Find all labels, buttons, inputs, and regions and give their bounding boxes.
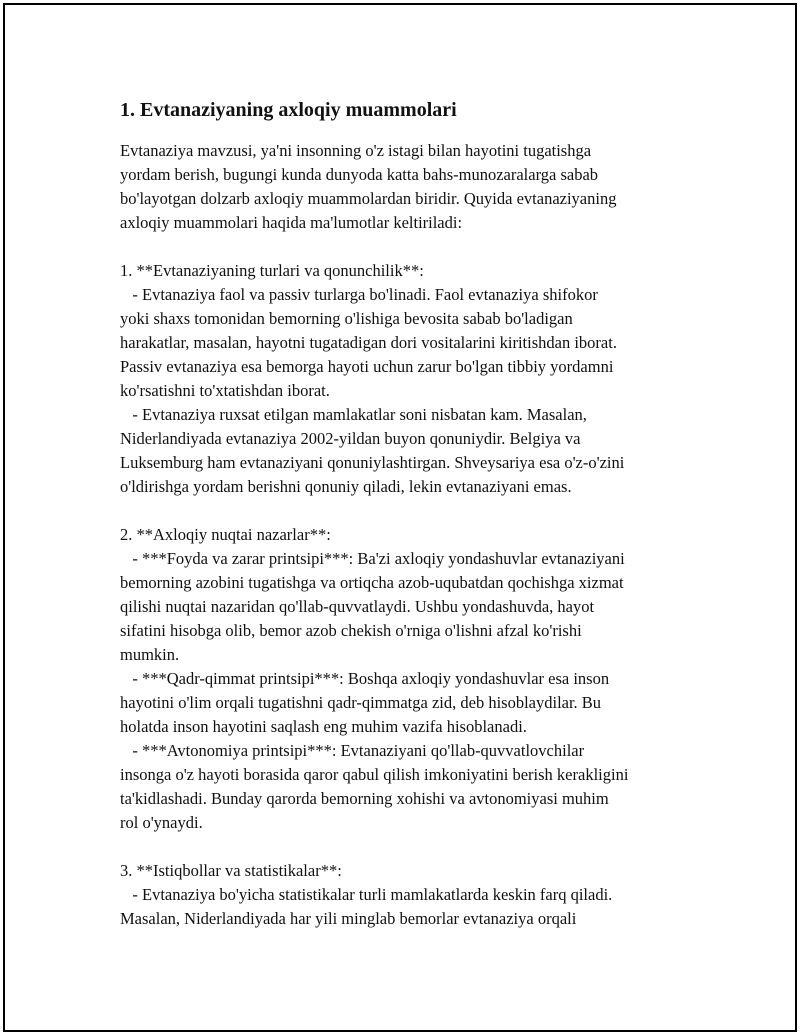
section-2-line: - ***Qadr-qimmat printsipi***: Boshqa axloqiy yondashuvlar esa inson — [120, 669, 610, 688]
intro-line: yordam berish, bugungi kunda dunyoda katta bahs-munozaralarga sabab — [120, 165, 599, 184]
section-3-line: Masalan, Niderlandiyada har yili minglab bemorlar evtanaziya orqali — [120, 909, 577, 928]
intro-line: bo'layotgan dolzarb axloqiy muammolardan biridir. Quyida evtanaziyaning — [120, 189, 617, 208]
paragraph-gap — [120, 235, 680, 259]
section-1-line: Niderlandiyada evtanaziya 2002-yildan buyon qonuniydir. Belgiya va — [120, 429, 581, 448]
section-3 — [120, 859, 680, 931]
document-title: 1. Evtanaziyaning axloqiy muammolari — [120, 99, 457, 121]
document-page — [3, 3, 797, 1032]
section-2-line: qilishi nuqtai nazaridan qo'llab-quvvatlaydi. Ushbu yondashuvda, hayot — [120, 597, 595, 616]
section-3-line: - Evtanaziya bo'yicha statistikalar turli mamlakatlarda keskin farq qiladi. — [120, 885, 613, 904]
section-1-line: Luksemburg ham evtanaziyani qonuniylashtirgan. Shveysariya esa o'z-o'zini — [120, 453, 625, 472]
section-2-line: mumkin. — [120, 645, 180, 664]
intro-line: axloqiy muammolari haqida ma'lumotlar keltiriladi: — [120, 213, 463, 232]
section-1-heading: 1. **Evtanaziyaning turlari va qonunchilik**: — [120, 261, 424, 280]
paragraph-gap — [120, 499, 680, 523]
document-body — [120, 97, 680, 931]
section-2-line: bemorning azobini tugatishga va ortiqcha azob-uqubatdan qochishga xizmat — [120, 573, 624, 592]
section-2-line: ta'kidlashadi. Bunday qarorda bemorning xohishi va avtonomiyasi muhim — [120, 789, 609, 808]
paragraph-gap — [120, 835, 680, 859]
section-1-line: yoki shaxs tomonidan bemorning o'lishiga bevosita sabab bo'ladigan — [120, 309, 573, 328]
section-1-line: harakatlar, masalan, hayotni tugatadigan dori vositalarini kiritishdan iborat. — [120, 333, 617, 352]
section-2-line: holatda inson hayotini saqlash eng muhim vazifa hisoblanadi. — [120, 717, 527, 736]
intro-line: Evtanaziya mavzusi, ya'ni insonning o'z istagi bilan hayotini tugatishga — [120, 141, 592, 160]
section-1-line: Passiv evtanaziya esa bemorga hayoti uchun zarur bo'lgan tibbiy yordamni — [120, 357, 614, 376]
section-2-line: insonga o'z hayoti borasida qaror qabul qilish imkoniyatini berish kerakligini — [120, 765, 629, 784]
section-2-heading: 2. **Axloqiy nuqtai nazarlar**: — [120, 525, 331, 544]
section-2-line: sifatini hisobga olib, bemor azob chekish o'rniga o'lishni afzal ko'rishi — [120, 621, 582, 640]
section-1-line: - Evtanaziya faol va passiv turlarga bo'linadi. Faol evtanaziya shifokor — [120, 285, 598, 304]
section-2-line: hayotini o'lim orqali tugatishni qadr-qimmatga zid, deb hisoblaydilar. Bu — [120, 693, 602, 712]
section-2-line: - ***Foyda va zarar printsipi***: Ba'zi axloqiy yondashuvlar evtanaziyani — [120, 549, 625, 568]
section-2-line: - ***Avtonomiya printsipi***: Evtanaziyani qo'llab-quvvatlovchilar — [120, 741, 585, 760]
section-3-heading: 3. **Istiqbollar va statistikalar**: — [120, 861, 342, 880]
section-1-line: o'ldirishga yordam berishni qonuniy qiladi, lekin evtanaziyani emas. — [120, 477, 572, 496]
section-1-line: ko'rsatishni to'xtatishdan iborat. — [120, 381, 330, 400]
section-2-line: rol o'ynaydi. — [120, 813, 203, 832]
section-2 — [120, 523, 680, 835]
section-1 — [120, 259, 680, 499]
section-1-line: - Evtanaziya ruxsat etilgan mamlakatlar soni nisbatan kam. Masalan, — [120, 405, 587, 424]
intro-paragraph — [120, 139, 680, 235]
